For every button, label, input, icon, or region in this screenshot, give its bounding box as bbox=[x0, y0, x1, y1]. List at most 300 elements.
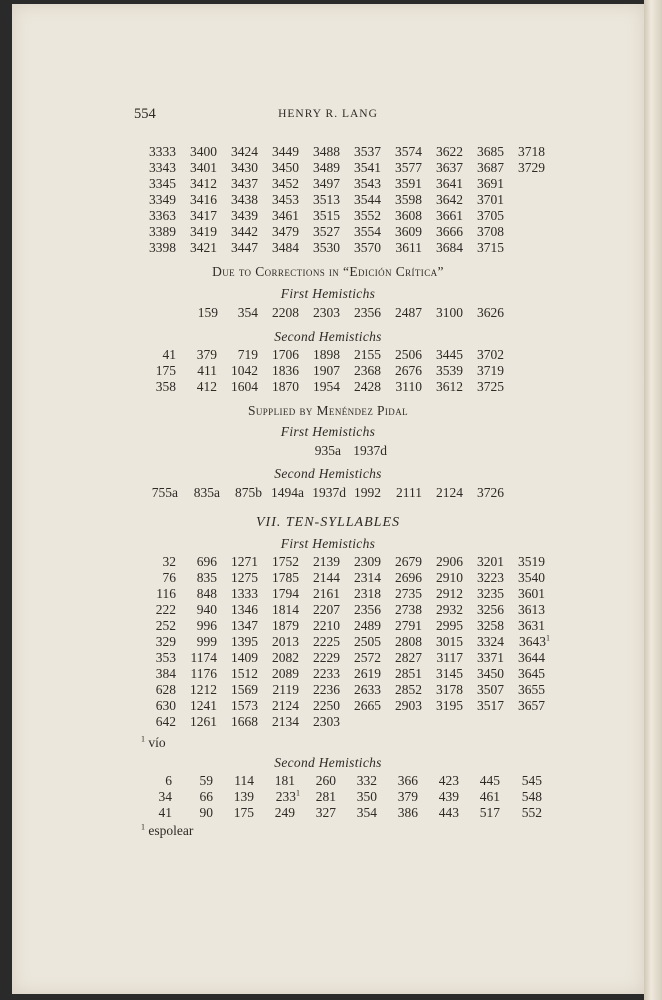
cell-value: 139 bbox=[233, 789, 254, 804]
cell-value: 353 bbox=[155, 650, 176, 665]
cell-value: 1212 bbox=[190, 682, 217, 697]
table-row bbox=[12, 666, 644, 682]
cell-value: 384 bbox=[155, 666, 176, 681]
cell-value: 252 bbox=[155, 618, 176, 633]
cell-value: 3235 bbox=[477, 586, 504, 601]
cell-value: 848 bbox=[196, 586, 217, 601]
table-cell bbox=[477, 208, 504, 224]
table-cell bbox=[518, 666, 545, 682]
cell-value: 3701 bbox=[477, 192, 504, 207]
cell-value: 3661 bbox=[436, 208, 463, 223]
cell-value: 2318 bbox=[354, 586, 381, 601]
table-cell bbox=[518, 554, 545, 570]
cell-value: 1573 bbox=[231, 698, 258, 713]
cell-value: 3657 bbox=[518, 698, 545, 713]
table-cell bbox=[354, 698, 381, 714]
cell-value: 445 bbox=[479, 773, 500, 788]
cell-value: 2233 bbox=[313, 666, 340, 681]
cell-value: 1395 bbox=[231, 634, 258, 649]
corrections-second-heading: Second Hemistichs bbox=[274, 329, 382, 344]
table-cell bbox=[395, 144, 422, 160]
table-cell bbox=[480, 789, 500, 805]
table-cell bbox=[231, 634, 258, 650]
cell-value: 2903 bbox=[395, 698, 422, 713]
cell-value: 3015 bbox=[436, 634, 463, 649]
table-cell bbox=[159, 805, 173, 821]
table-cell bbox=[313, 570, 340, 586]
table-cell bbox=[149, 208, 176, 224]
cell-value: 630 bbox=[155, 698, 176, 713]
cell-value: 1752 bbox=[272, 554, 299, 569]
cell-value: 3519 bbox=[518, 554, 545, 569]
running-head: HENRY R. LANG bbox=[278, 108, 378, 120]
table-cell bbox=[518, 682, 545, 698]
table-cell bbox=[437, 650, 464, 666]
table-row bbox=[12, 240, 644, 256]
cell-value: 1174 bbox=[190, 650, 217, 665]
table-cell bbox=[149, 224, 176, 240]
cell-value: 3666 bbox=[436, 224, 463, 239]
table-cell bbox=[313, 554, 340, 570]
table-row bbox=[12, 634, 644, 650]
table-row bbox=[12, 602, 644, 618]
cell-value: 2089 bbox=[272, 666, 299, 681]
cell-value: 3515 bbox=[313, 208, 340, 223]
cell-value: 2696 bbox=[395, 570, 422, 585]
cell-value: 2229 bbox=[313, 650, 340, 665]
table-cell bbox=[395, 363, 422, 379]
table-cell bbox=[159, 789, 173, 805]
table-cell bbox=[477, 570, 504, 586]
book-spine bbox=[644, 0, 662, 1000]
table-cell bbox=[395, 347, 422, 363]
table-cell bbox=[272, 586, 299, 602]
cell-value: 3645 bbox=[518, 666, 545, 681]
table-cell bbox=[231, 570, 258, 586]
table-cell bbox=[395, 650, 422, 666]
table-cell bbox=[149, 144, 176, 160]
cell-value: 1785 bbox=[272, 570, 299, 585]
corrections-first-heading: First Hemistichs bbox=[280, 286, 376, 301]
table-row bbox=[12, 650, 644, 666]
table-cell bbox=[200, 805, 214, 821]
cell-value: 3552 bbox=[354, 208, 381, 223]
table-cell bbox=[231, 176, 258, 192]
cell-value: 3343 bbox=[149, 160, 176, 175]
cell-value: 2155 bbox=[354, 347, 381, 362]
cell-value: 3543 bbox=[354, 176, 381, 191]
cell-value: 1275 bbox=[231, 570, 258, 585]
table-cell bbox=[354, 240, 381, 256]
table-cell bbox=[231, 698, 258, 714]
cell-value: 2207 bbox=[313, 602, 340, 617]
table-cell bbox=[152, 485, 178, 501]
table-cell bbox=[313, 698, 340, 714]
table-cell bbox=[436, 160, 463, 176]
table-cell bbox=[395, 586, 422, 602]
cell-value: 281 bbox=[315, 789, 336, 804]
table-row bbox=[12, 224, 644, 240]
cell-value: 1937d bbox=[312, 485, 346, 500]
cell-value: 3611 bbox=[395, 240, 422, 255]
cell-value: 3613 bbox=[518, 602, 545, 617]
table-cell bbox=[197, 586, 217, 602]
table-cell bbox=[231, 192, 258, 208]
cell-value: 3401 bbox=[190, 160, 217, 175]
table-cell bbox=[273, 682, 300, 698]
cell-value: 875b bbox=[235, 485, 262, 500]
table-cell bbox=[522, 789, 542, 805]
table-cell bbox=[190, 192, 217, 208]
cell-value: 3705 bbox=[477, 208, 504, 223]
table-cell bbox=[231, 666, 258, 682]
footnote-2-text: espolear bbox=[145, 823, 194, 838]
cell-value: 3655 bbox=[518, 682, 545, 697]
table-cell bbox=[156, 698, 176, 714]
cell-value: 2314 bbox=[354, 570, 381, 585]
cell-value: 3449 bbox=[272, 144, 299, 159]
table-cell bbox=[477, 666, 504, 682]
cell-value: 2124 bbox=[436, 485, 463, 500]
table-cell bbox=[436, 634, 463, 650]
table-row bbox=[12, 570, 644, 586]
cell-value: 3398 bbox=[149, 240, 176, 255]
cell-value: 354 bbox=[356, 805, 377, 820]
table-cell bbox=[395, 634, 422, 650]
table-row bbox=[12, 192, 644, 208]
table-cell bbox=[436, 176, 463, 192]
cell-value: 2619 bbox=[354, 666, 381, 681]
cell-value: 3644 bbox=[518, 650, 545, 665]
table-cell bbox=[272, 698, 299, 714]
cell-value: 443 bbox=[438, 805, 459, 820]
cell-value: 2144 bbox=[313, 570, 340, 585]
cell-value: 3539 bbox=[436, 363, 463, 378]
table-cell bbox=[156, 363, 176, 379]
table-cell bbox=[272, 305, 299, 321]
table-cell bbox=[477, 379, 504, 395]
table-cell bbox=[271, 485, 304, 501]
cell-value: 2013 bbox=[272, 634, 299, 649]
table-cell bbox=[354, 682, 381, 698]
table-cell bbox=[272, 208, 299, 224]
cell-value: 3145 bbox=[436, 666, 463, 681]
cell-value: 2572 bbox=[354, 650, 381, 665]
table-cell bbox=[156, 714, 176, 730]
table-cell bbox=[156, 618, 176, 634]
cell-value: 2250 bbox=[313, 698, 340, 713]
table-row bbox=[12, 485, 644, 501]
table-cell bbox=[436, 240, 463, 256]
cell-value: 3608 bbox=[395, 208, 422, 223]
table-cell bbox=[395, 666, 422, 682]
cell-value: 3725 bbox=[477, 379, 504, 394]
cell-value: 3598 bbox=[395, 192, 422, 207]
table-cell bbox=[275, 773, 295, 789]
cell-value: 2303 bbox=[313, 714, 340, 729]
footnote-1-text: vío bbox=[145, 735, 166, 750]
table-cell bbox=[477, 160, 504, 176]
table-row bbox=[12, 586, 644, 602]
cell-value: 3412 bbox=[190, 176, 217, 191]
cell-value: 3400 bbox=[190, 144, 217, 159]
table-cell bbox=[234, 789, 254, 805]
table-row bbox=[12, 789, 644, 805]
cell-value: 835a bbox=[193, 485, 220, 500]
cell-value: 1814 bbox=[272, 602, 299, 617]
table-cell bbox=[477, 240, 504, 256]
table-cell bbox=[190, 698, 217, 714]
table-cell bbox=[156, 379, 176, 395]
table-cell bbox=[395, 570, 422, 586]
table-cell bbox=[197, 379, 217, 395]
cell-value: 3452 bbox=[272, 176, 299, 191]
cell-value: 41 bbox=[158, 805, 172, 820]
cell-value: 332 bbox=[356, 773, 377, 788]
cell-value: 1494a bbox=[271, 485, 304, 500]
table-row bbox=[12, 363, 644, 379]
table-cell bbox=[477, 305, 504, 321]
table-cell bbox=[197, 634, 217, 650]
table-cell bbox=[231, 618, 258, 634]
cell-value: 3530 bbox=[313, 240, 340, 255]
cell-value: 3718 bbox=[518, 144, 545, 159]
cell-value: 6 bbox=[165, 773, 172, 788]
cell-value: 935a bbox=[314, 443, 341, 458]
cell-value: 3574 bbox=[395, 144, 422, 159]
table-cell bbox=[313, 714, 340, 730]
cell-value: 1604 bbox=[231, 379, 258, 394]
cell-value: 2225 bbox=[313, 634, 340, 649]
table-cell bbox=[197, 618, 217, 634]
table-cell bbox=[231, 554, 258, 570]
table-cell bbox=[477, 554, 504, 570]
table-cell bbox=[477, 682, 504, 698]
cell-value: 3643 bbox=[519, 634, 546, 649]
table-cell bbox=[354, 650, 381, 666]
table-cell bbox=[197, 570, 217, 586]
table-cell bbox=[354, 224, 381, 240]
cell-value: 2906 bbox=[436, 554, 463, 569]
cell-value: 1346 bbox=[231, 602, 258, 617]
table-cell bbox=[272, 240, 299, 256]
table-cell bbox=[272, 379, 299, 395]
cell-value: 2633 bbox=[354, 682, 381, 697]
table-cell bbox=[354, 144, 381, 160]
cell-value: 2428 bbox=[354, 379, 381, 394]
footnote-2-mark: 1 bbox=[141, 822, 145, 832]
table-row bbox=[12, 347, 644, 363]
table-cell bbox=[436, 602, 463, 618]
table-cell bbox=[436, 698, 463, 714]
table-cell bbox=[439, 789, 459, 805]
table-cell bbox=[477, 650, 504, 666]
cell-value: 2679 bbox=[395, 554, 422, 569]
cell-value: 3642 bbox=[436, 192, 463, 207]
table-cell bbox=[395, 682, 422, 698]
cell-value: 3609 bbox=[395, 224, 422, 239]
cell-value: 2356 bbox=[354, 602, 381, 617]
cell-value: 3258 bbox=[477, 618, 504, 633]
table-cell bbox=[395, 305, 422, 321]
cell-value: 233 bbox=[275, 789, 296, 804]
table-cell bbox=[313, 666, 340, 682]
table-cell bbox=[231, 602, 258, 618]
cell-value: 755a bbox=[151, 485, 178, 500]
table-cell bbox=[165, 773, 172, 789]
table-cell bbox=[354, 208, 381, 224]
cell-value: 3726 bbox=[477, 485, 504, 500]
table-cell bbox=[313, 176, 340, 192]
table-cell bbox=[518, 650, 545, 666]
cell-value: 2932 bbox=[436, 602, 463, 617]
table-cell bbox=[231, 144, 258, 160]
cell-value: 548 bbox=[521, 789, 542, 804]
table-cell bbox=[200, 773, 214, 789]
cell-value: 2506 bbox=[395, 347, 422, 362]
cell-value: 3450 bbox=[477, 666, 504, 681]
table-cell bbox=[272, 570, 299, 586]
table-cell bbox=[231, 363, 258, 379]
cell-value: 327 bbox=[315, 805, 336, 820]
table-cell bbox=[313, 208, 340, 224]
cell-value: 3345 bbox=[149, 176, 176, 191]
cell-value: 2489 bbox=[354, 618, 381, 633]
cell-value: 3178 bbox=[436, 682, 463, 697]
cell-value: 2309 bbox=[354, 554, 381, 569]
table-cell bbox=[272, 650, 299, 666]
table-cell bbox=[354, 666, 381, 682]
footnote-1-mark: 1 bbox=[141, 734, 145, 744]
cell-value: 1176 bbox=[190, 666, 217, 681]
cell-value: 90 bbox=[199, 805, 213, 820]
cell-value: 76 bbox=[162, 570, 176, 585]
supplied-heading: Supplied by Menéndez Pidal bbox=[247, 403, 409, 418]
cell-value: 1706 bbox=[272, 347, 299, 362]
cell-value: 423 bbox=[438, 773, 459, 788]
cell-value: 3527 bbox=[313, 224, 340, 239]
cell-value: 2208 bbox=[272, 305, 299, 320]
cell-value: 2665 bbox=[354, 698, 381, 713]
table-cell bbox=[518, 618, 545, 634]
cell-value: 1992 bbox=[354, 485, 381, 500]
table-cell bbox=[313, 586, 340, 602]
table-cell bbox=[190, 160, 217, 176]
cell-value: 1907 bbox=[313, 363, 340, 378]
cell-value: 3622 bbox=[436, 144, 463, 159]
table-cell bbox=[156, 586, 176, 602]
table-cell bbox=[477, 602, 504, 618]
table-cell bbox=[480, 805, 500, 821]
table-cell bbox=[197, 554, 217, 570]
cell-value: 3691 bbox=[477, 176, 504, 191]
table-cell bbox=[315, 443, 341, 459]
table-cell bbox=[518, 570, 545, 586]
table-row bbox=[12, 144, 644, 160]
cell-value: 175 bbox=[233, 805, 254, 820]
table-cell bbox=[477, 144, 504, 160]
table-cell bbox=[149, 192, 176, 208]
table-cell bbox=[398, 773, 418, 789]
cell-value: 34 bbox=[158, 789, 172, 804]
cell-value: 2303 bbox=[313, 305, 340, 320]
table-cell bbox=[354, 570, 381, 586]
cell-value: 366 bbox=[397, 773, 418, 788]
table-cell bbox=[313, 192, 340, 208]
table-cell bbox=[354, 586, 381, 602]
table-cell bbox=[436, 192, 463, 208]
cell-value: 1512 bbox=[231, 666, 258, 681]
cell-value: 2368 bbox=[354, 363, 381, 378]
cell-value: 2134 bbox=[272, 714, 299, 729]
table-cell bbox=[191, 666, 218, 682]
table-cell bbox=[231, 240, 258, 256]
cell-value: 3453 bbox=[272, 192, 299, 207]
table-cell bbox=[313, 240, 340, 256]
table-cell bbox=[518, 160, 545, 176]
table-cell bbox=[272, 192, 299, 208]
cell-value: 2124 bbox=[272, 698, 299, 713]
table-cell bbox=[477, 586, 504, 602]
table-cell bbox=[156, 650, 176, 666]
table-cell bbox=[354, 485, 381, 501]
ten-syllables-first-heading: First Hemistichs bbox=[280, 536, 376, 551]
footnote-1 bbox=[141, 735, 166, 751]
cell-value: 3708 bbox=[477, 224, 504, 239]
table-cell bbox=[156, 602, 176, 618]
table-cell bbox=[272, 714, 299, 730]
table-cell bbox=[163, 347, 177, 363]
cell-value: 3517 bbox=[477, 698, 504, 713]
table-cell bbox=[477, 634, 504, 650]
cell-value: 59 bbox=[199, 773, 213, 788]
cell-value: 3371 bbox=[477, 650, 504, 665]
table-cell bbox=[313, 650, 340, 666]
ten-syllables-second-heading: Second Hemistichs bbox=[274, 755, 382, 770]
cell-value: 3117 bbox=[436, 650, 463, 665]
table-row bbox=[12, 305, 644, 321]
table-cell bbox=[395, 160, 422, 176]
section-title-ten-syllables: VII. TEN-SYLLABLES bbox=[255, 515, 400, 530]
table-cell bbox=[197, 602, 217, 618]
table-cell bbox=[190, 144, 217, 160]
table-cell bbox=[313, 224, 340, 240]
cell-value: 2676 bbox=[395, 363, 422, 378]
cell-value: 2111 bbox=[396, 485, 422, 500]
cell-value: 2505 bbox=[354, 634, 381, 649]
table-cell bbox=[190, 224, 217, 240]
table-cell bbox=[198, 305, 218, 321]
table-cell bbox=[436, 485, 463, 501]
cell-value: 1668 bbox=[231, 714, 258, 729]
cell-value: 3570 bbox=[354, 240, 381, 255]
table-cell bbox=[272, 634, 299, 650]
cell-value: 3447 bbox=[231, 240, 258, 255]
cell-value: 175 bbox=[155, 363, 176, 378]
cell-value: 552 bbox=[521, 805, 542, 820]
cell-value: 116 bbox=[156, 586, 176, 601]
table-cell bbox=[436, 363, 463, 379]
table-cell bbox=[395, 554, 422, 570]
table-cell bbox=[436, 554, 463, 570]
table-cell bbox=[312, 485, 346, 501]
table-cell bbox=[396, 240, 423, 256]
table-cell bbox=[272, 602, 299, 618]
cell-value: 3489 bbox=[313, 160, 340, 175]
cell-value: 439 bbox=[438, 789, 459, 804]
table-cell bbox=[238, 347, 258, 363]
cell-value: 3424 bbox=[231, 144, 258, 159]
